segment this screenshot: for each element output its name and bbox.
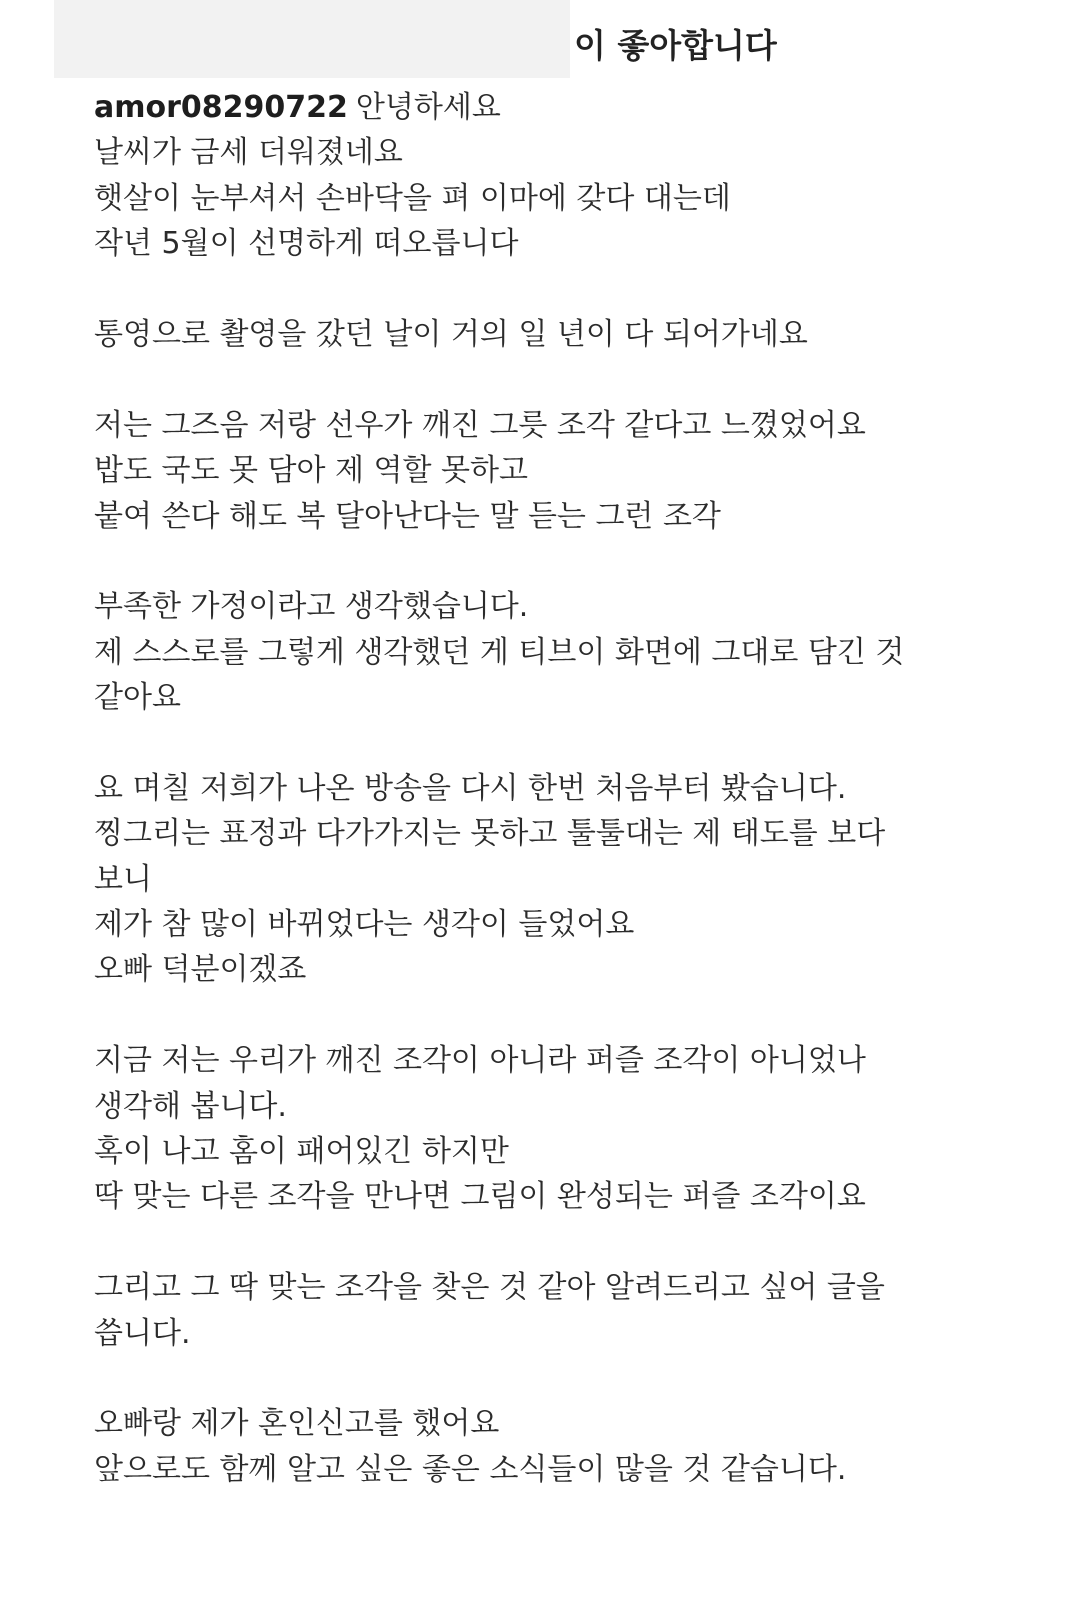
likes-summary[interactable]: 이 좋아합니다 bbox=[574, 26, 777, 65]
caption-line: 요 며칠 저희가 나온 방송을 다시 한번 처음부터 봤습니다. bbox=[94, 770, 847, 806]
caption-line: 붙여 쓴다 해도 복 달아난다는 말 듣는 그런 조각 bbox=[94, 498, 721, 534]
caption-line: 날씨가 금세 더워졌네요 bbox=[94, 135, 403, 171]
post-caption bbox=[94, 85, 994, 1492]
caption-line: 앞으로도 함께 알고 싶은 좋은 소식들이 많을 것 같습니다. bbox=[94, 1451, 847, 1487]
caption-line: 같아요 bbox=[94, 680, 181, 716]
caption-line: 혹이 나고 홈이 패어있긴 하지만 bbox=[94, 1133, 509, 1169]
caption-line: 제 스스로를 그렇게 생각했던 게 티브이 화면에 그대로 담긴 것 bbox=[94, 634, 905, 670]
caption-blank-line bbox=[94, 720, 994, 765]
caption-line: 오빠랑 제가 혼인신고를 했어요 bbox=[94, 1406, 500, 1442]
caption-blank-line bbox=[94, 267, 994, 312]
caption-blank-line bbox=[94, 357, 994, 402]
caption-line: 딱 맞는 다른 조각을 만나면 그림이 완성되는 퍼즐 조각이요 bbox=[94, 1179, 866, 1215]
caption-line: 지금 저는 우리가 깨진 조각이 아니라 퍼즐 조각이 아니었나 bbox=[94, 1043, 866, 1079]
caption-line: 부족한 가정이라고 생각했습니다. bbox=[94, 589, 529, 625]
username-link[interactable]: amor08290722 bbox=[94, 90, 348, 125]
caption-line: 작년 5월이 선명하게 떠오릅니다 bbox=[94, 226, 519, 262]
redacted-area bbox=[54, 0, 570, 78]
caption-line: 보니 bbox=[94, 861, 152, 897]
caption-blank-line bbox=[94, 1220, 994, 1265]
caption-line: 그리고 그 딱 맞는 조각을 찾은 것 같아 알려드리고 싶어 글을 bbox=[94, 1270, 885, 1306]
caption-line: 햇살이 눈부셔서 손바닥을 펴 이마에 갖다 대는데 bbox=[94, 180, 731, 216]
caption-line: 통영으로 촬영을 갔던 날이 거의 일 년이 다 되어가네요 bbox=[94, 316, 808, 352]
caption-blank-line bbox=[94, 993, 994, 1038]
caption-line: 저는 그즈음 저랑 선우가 깨진 그릇 조각 같다고 느꼈었어요 bbox=[94, 407, 866, 443]
caption-line: 오빠 덕분이겠죠 bbox=[94, 952, 307, 988]
caption-blank-line bbox=[94, 1356, 994, 1401]
caption-line: 밥도 국도 못 담아 제 역할 못하고 bbox=[94, 453, 528, 489]
caption-line: 씁니다. bbox=[94, 1315, 191, 1351]
caption-line: 제가 참 많이 바뀌었다는 생각이 들었어요 bbox=[94, 907, 635, 943]
caption-line: 찡그리는 표정과 다가가지는 못하고 툴툴대는 제 태도를 보다 bbox=[94, 816, 886, 852]
caption-blank-line bbox=[94, 539, 994, 584]
caption-line: 생각해 봅니다. bbox=[94, 1088, 287, 1124]
caption-line: amor08290722 안녕하세요 bbox=[94, 90, 501, 125]
